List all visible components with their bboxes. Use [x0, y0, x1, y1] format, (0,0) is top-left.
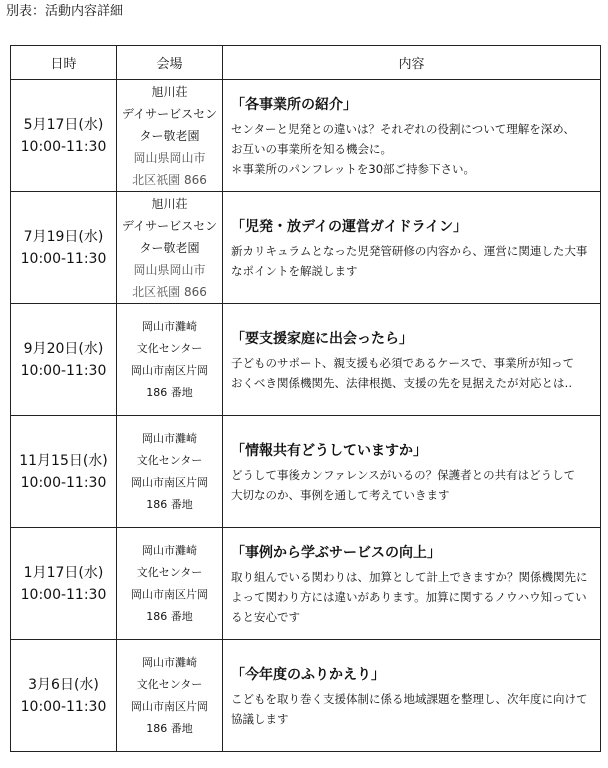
content-cell: [223, 80, 601, 192]
description-line: 大切なのか、事例を通して考えていきます: [231, 487, 450, 502]
session-title: 「情報共有どうしていますか」: [231, 442, 427, 459]
activity-table: [10, 45, 601, 752]
date-cell: [11, 304, 117, 416]
event-time: 10:00-11:30: [20, 586, 107, 603]
venue-address-line: 186 番地: [146, 385, 193, 399]
header-content: 内容: [223, 46, 601, 80]
header-venue: 会場: [117, 46, 223, 80]
venue-name-line: 旭川荘: [151, 196, 188, 211]
venue-cell: [117, 192, 223, 304]
content-cell: [223, 528, 601, 640]
venue-address-line: 岡山市南区片岡: [131, 475, 208, 489]
venue-address-line: 岡山市南区片岡: [131, 699, 208, 713]
description-line: 新カリキュラムとなった児発管研修の内容から、運営に関連した大事: [231, 243, 588, 258]
venue-address-line: 186 番地: [146, 497, 193, 511]
description-line: 協議します: [231, 711, 289, 726]
content-cell: [223, 304, 601, 416]
table-row: [11, 416, 601, 528]
venue-name-line: ター敬老園: [139, 128, 200, 143]
content-cell: [223, 192, 601, 304]
content-cell: [223, 416, 601, 528]
table-row: [11, 80, 601, 192]
description-line: こどもを取り巻く支援体制に係る地域課題を整理し、次年度に向けて: [231, 691, 588, 706]
description-line: なポイントを解説します: [231, 263, 358, 278]
venue-name-line: 岡山市灘崎: [142, 655, 197, 669]
event-time: 10:00-11:30: [20, 138, 107, 155]
event-date: 3月6日(水): [28, 676, 99, 693]
session-description: [231, 689, 596, 729]
venue-name-line: ター敬老園: [139, 240, 200, 255]
description-line: おくべき関係機関先、法律根拠、支援の先を見据えたが対応とは‥: [231, 375, 573, 390]
session-description: [231, 353, 596, 393]
venue-name-line: 文化センター: [136, 341, 203, 355]
venue-cell: [117, 416, 223, 528]
venue-address-line: 岡山市南区片岡: [131, 363, 208, 377]
venue-name-line: 旭川荘: [151, 84, 188, 99]
description-line: ると安心です: [231, 609, 300, 624]
event-date: 9月20日(水): [23, 340, 104, 357]
date-cell: [11, 416, 117, 528]
venue-address-line: 岡山県岡山市: [133, 262, 206, 277]
venue-cell: [117, 304, 223, 416]
session-title: 「要支援家庭に出会ったら」: [231, 330, 413, 347]
session-title: 「事例から学ぶサービスの向上」: [231, 544, 441, 561]
table-row: [11, 528, 601, 640]
session-description: [231, 241, 596, 281]
venue-name-line: デイサービスセン: [121, 218, 218, 233]
venue-address-line: 岡山市南区片岡: [131, 587, 208, 601]
session-title: 「今年度のふりかえり」: [231, 666, 385, 683]
venue-name-line: 文化センター: [136, 565, 203, 579]
date-cell: [11, 192, 117, 304]
description-line: ＊事業所のパンフレットを30部ご持参下さい。: [231, 161, 476, 176]
content-cell: [223, 640, 601, 752]
description-line: どうして事後カンファレンスがいるの？保護者との共有はどうして: [231, 467, 576, 482]
event-date: 1月17日(水): [23, 564, 104, 581]
table-row: [11, 640, 601, 752]
description-line: お互いの事業所を知る機会に。: [231, 141, 392, 156]
venue-cell: [117, 80, 223, 192]
venue-name-line: 文化センター: [136, 677, 203, 691]
date-cell: [11, 528, 117, 640]
description-line: 取り組んでいる関わりは、加算として計上できますか？関係機関先に: [231, 569, 588, 584]
venue-address-line: 186 番地: [146, 721, 193, 735]
event-time: 10:00-11:30: [20, 474, 107, 491]
description-line: センターと児発との違いは？それぞれの役割について理解を深め、: [231, 121, 575, 136]
session-description: [231, 465, 596, 505]
table-header-row: [11, 46, 601, 80]
page-title: 別表：活動内容詳細: [6, 4, 124, 19]
venue-cell: [117, 528, 223, 640]
session-title: 「各事業所の紹介」: [231, 96, 357, 113]
session-description: [231, 567, 596, 627]
session-title: 「児発・放デイの運営ガイドライン」: [231, 218, 468, 235]
header-date: 日時: [11, 46, 117, 80]
table-row: [11, 192, 601, 304]
event-time: 10:00-11:30: [20, 362, 107, 379]
venue-address-line: 186 番地: [146, 609, 193, 623]
event-time: 10:00-11:30: [20, 698, 107, 715]
venue-name-line: デイサービスセン: [121, 106, 218, 121]
event-date: 11月15日(水): [19, 452, 108, 469]
venue-cell: [117, 640, 223, 752]
event-date: 7月19日(水): [23, 228, 104, 245]
venue-name-line: 岡山市灘崎: [142, 319, 197, 333]
venue-name-line: 岡山市灘崎: [142, 431, 197, 445]
session-description: [231, 119, 596, 179]
event-time: 10:00-11:30: [20, 250, 107, 267]
event-date: 5月17日(水): [23, 116, 104, 133]
description-line: よって関わり方には違いがあります。加算に関するノウハウ知ってい: [231, 589, 587, 604]
date-cell: [11, 640, 117, 752]
venue-address-line: 北区祇園 866: [132, 284, 207, 299]
date-cell: [11, 80, 117, 192]
venue-address-line: 北区祇園 866: [132, 172, 207, 187]
venue-address-line: 岡山県岡山市: [133, 150, 206, 165]
venue-name-line: 文化センター: [136, 453, 203, 467]
description-line: 子どものサポート、親支援も必須であるケースで、事業所が知って: [231, 355, 575, 370]
table-row: [11, 304, 601, 416]
venue-name-line: 岡山市灘崎: [142, 543, 197, 557]
